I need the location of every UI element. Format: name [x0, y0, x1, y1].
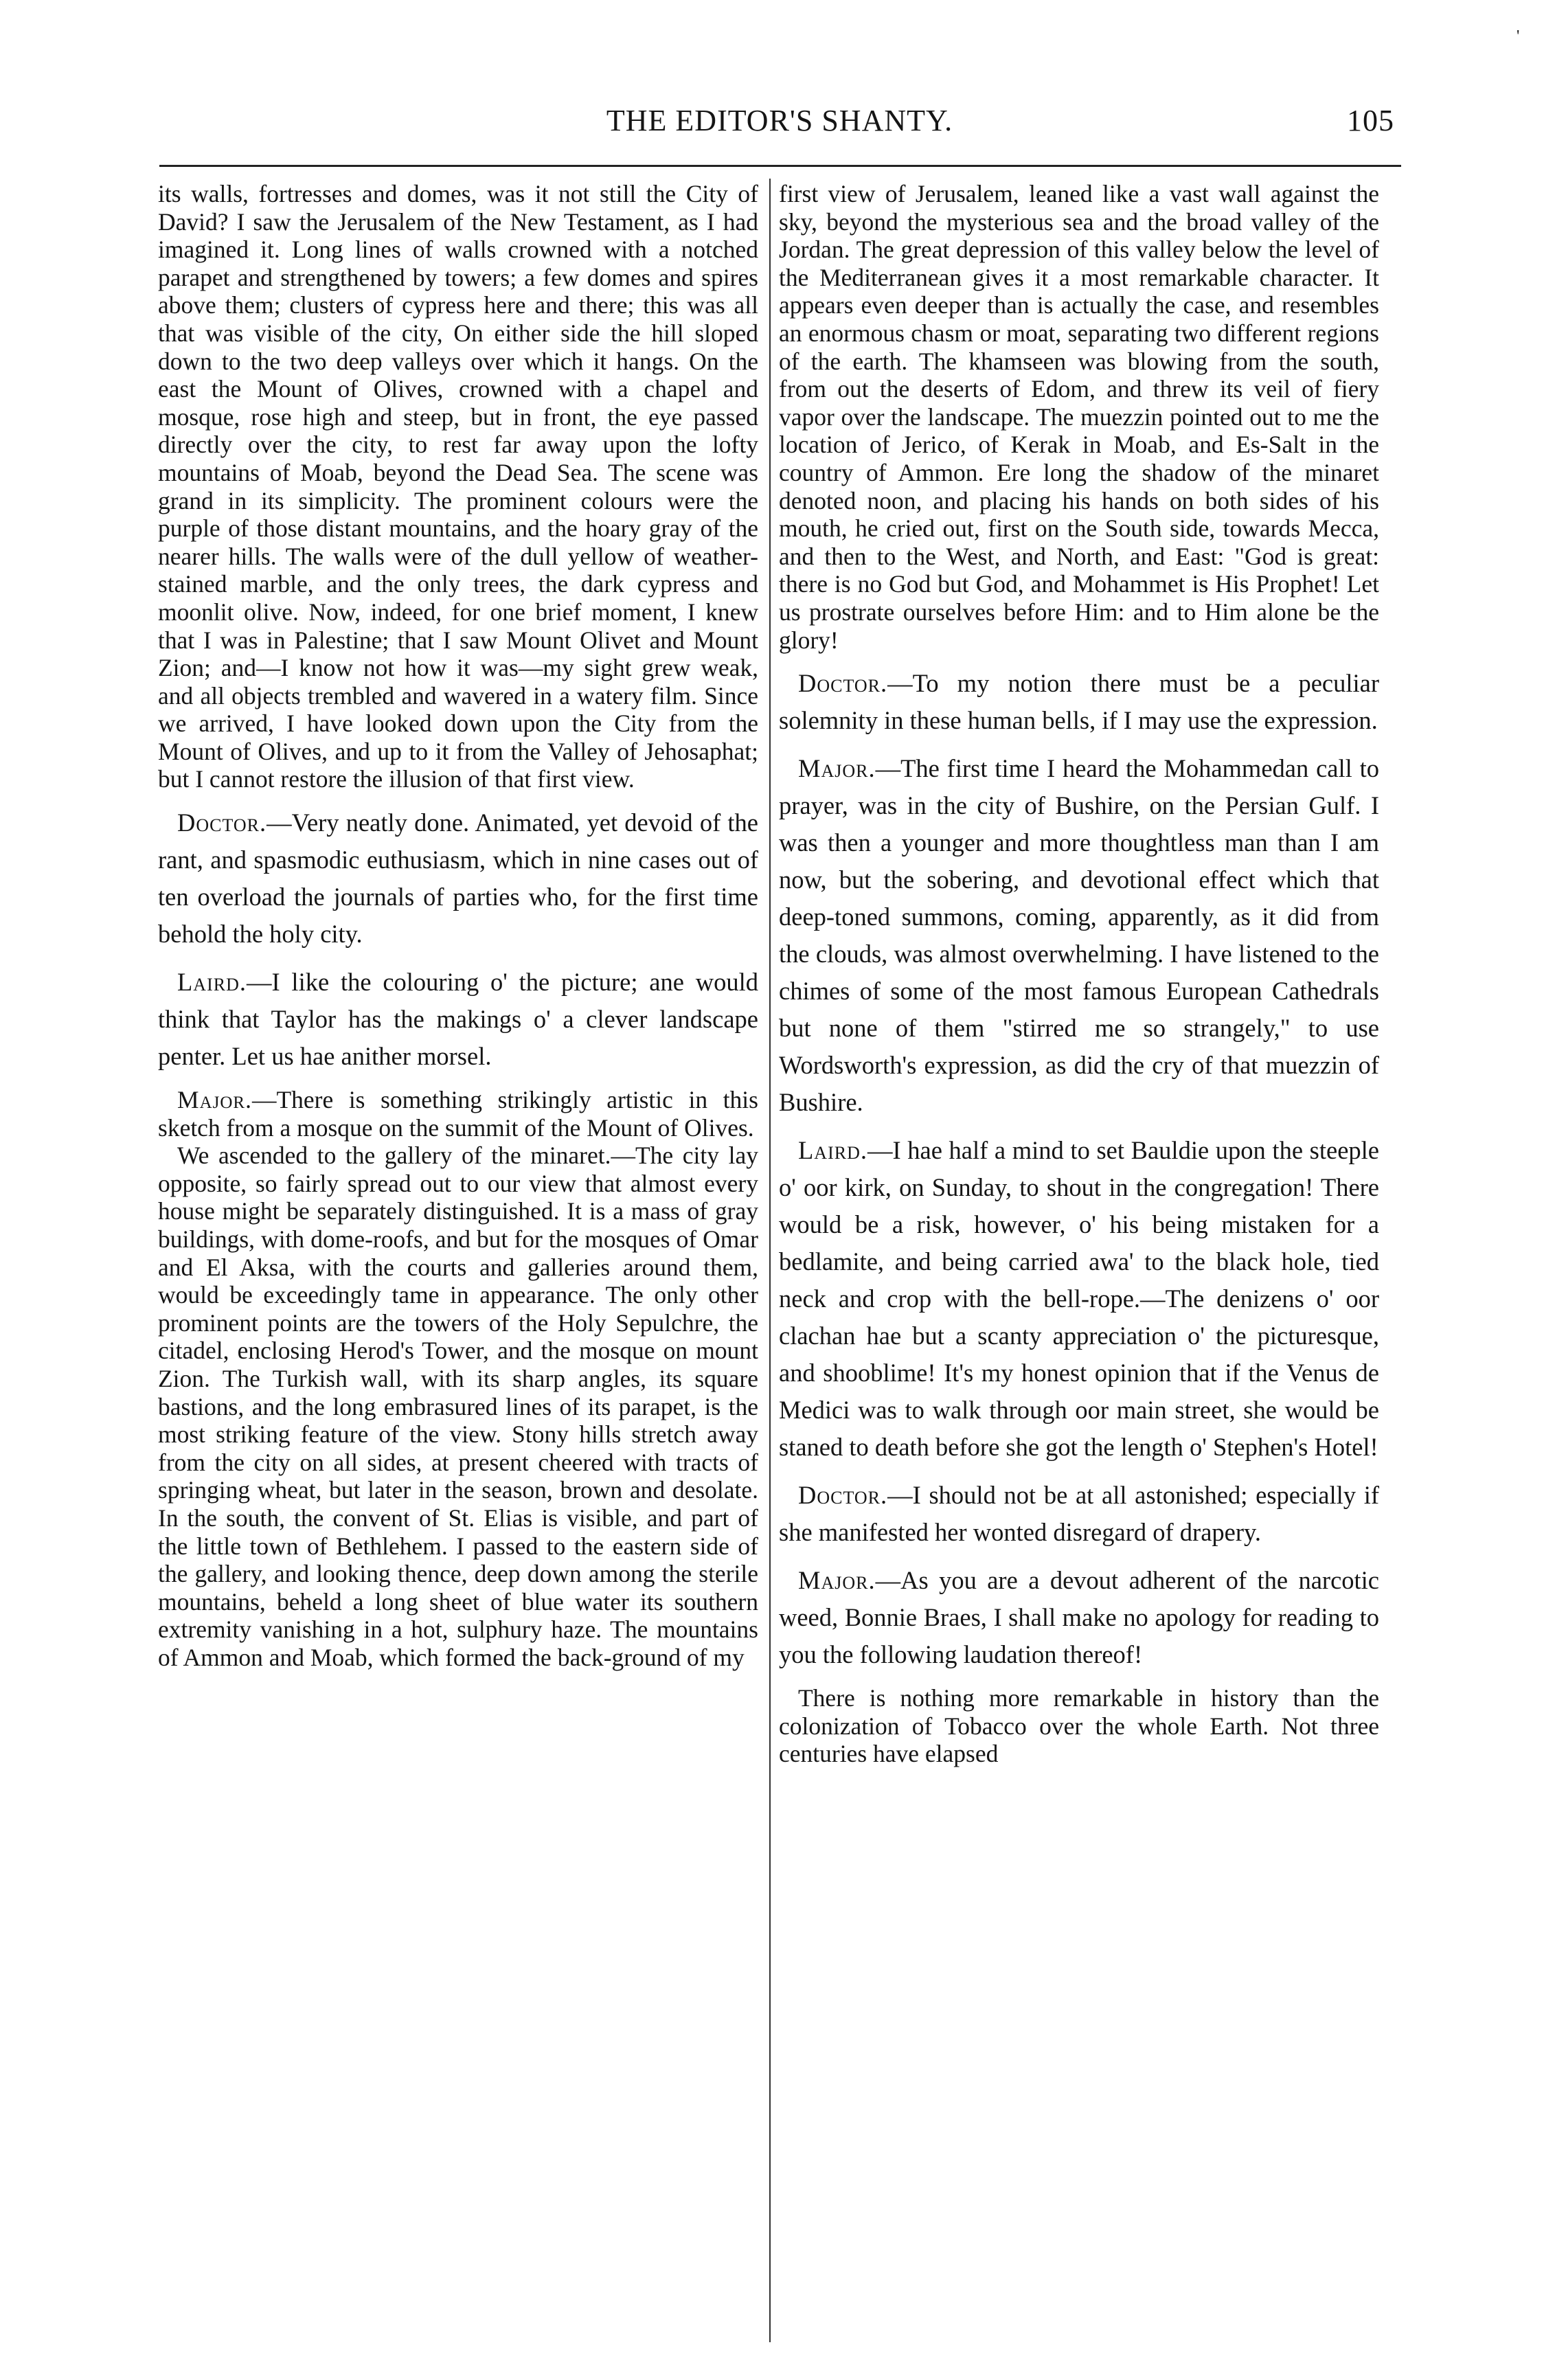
speaker-name: Major. — [177, 1086, 252, 1114]
speaker-name: Doctor. — [798, 1481, 888, 1510]
column-divider — [769, 179, 771, 2342]
margin-mark: ' — [1517, 27, 1520, 45]
dialogue-paragraph — [779, 1132, 1379, 1466]
paragraph: its walls, fortresses and domes, was it not still the City of David? I saw the Jerusalem of the New Testament, as I had imagined it. Long lines of walls crowned with a notched parapet and strengthened by towers; a few domes and spires above them; clusters of cypress here and there; this was all that was visible of the city, On either side the hill sloped down to the two deep valleys over which it hangs. On the east the Mount of Olives, crowned with a chapel and mosque, rose high and steep, but in front, the eye passed directly over the city, to rest far away upon the lofty mountains of Moab, beyond the Dead Sea. The scene was grand in its simplicity. The prominent colours were the purple of those distant mountains, and the hoary gray of the nearer hills. The walls were of the dull yellow of weather-stained marble, and the only trees, the dark cypress and moonlit olive. Now, indeed, for one brief moment, I knew that I was in Palestine; that I saw Mount Olivet and Mount Zion; and—I know not how it was—my sight grew weak, and all objects trembled and wavered in a watery film. Since we arrived, I have looked down upon the City from the Mount of Olives, and up to it from the Valley of Jehosaphat; but I cannot restore the illusion of that first view. — [158, 180, 758, 793]
speaker-name: Laird. — [177, 968, 247, 997]
page-number: 105 — [1347, 104, 1394, 137]
speaker-name: Major. — [798, 754, 876, 783]
dialogue-text: —I hae half a mind to set Bauldie upon the steeple o' oor kirk, on Sunday, to shout in the congregation! There would be a risk, however, o' his being mistaken for a bedlamite, and being carried awa' to the black hole, tied neck and crop with the bell-rope.—The denizens o' oor clachan hae but a scanty appreciation o' the picturesque, and shooblime! It's my honest opinion that if the Venus de Medici was to walk through oor main street, she would be staned to death before she got the length o' Stephen's Hotel! — [779, 1136, 1379, 1462]
dialogue-text: —I like the colouring o' the picture; ane would think that Taylor has the makings o' a clever landscape penter. Let us hae anither morsel. — [158, 968, 758, 1071]
quoted-paragraph: There is nothing more remarkable in history than the colonization of Tobacco over the whole Earth. Not three centuries have elapsed — [779, 1684, 1379, 1768]
dialogue-paragraph — [158, 804, 758, 953]
right-column — [779, 180, 1379, 1768]
dialogue-text: —As you are a devout adherent of the narcotic weed, Bonnie Braes, I shall make no apology for reading to you the following laudation thereof! — [779, 1566, 1379, 1669]
dialogue-paragraph — [158, 1086, 758, 1142]
dialogue-paragraph — [779, 1477, 1379, 1551]
dialogue-text: —There is something strikingly artistic in this sketch from a mosque on the summit of the Mount of Olives. — [158, 1086, 758, 1142]
running-title: THE EDITOR'S SHANTY. — [606, 104, 953, 137]
dialogue-paragraph — [158, 964, 758, 1075]
quoted-paragraph: We ascended to the gallery of the minaret.—The city lay opposite, so fairly spread out to our view that almost every house might be separately distinguished. It is a mass of gray buildings, with dome-roofs, and but for the mosques of Omar and El Aksa, with the courts and galleries around them, would be exceedingly tame in appearance. The only other prominent points are the towers of the Holy Sepulchre, the citadel, enclosing Herod's Tower, and the mosque on mount Zion. The Turkish wall, with its sharp angles, its square bastions, and the long embrasured lines of its parapet, is the most striking feature of the view. Stony hills stretch away from the city on all sides, at present cheered with tracts of springing wheat, but later in the season, brown and desolate. In the south, the convent of St. Elias is visible, and part of the little town of Bethlehem. I passed to the eastern side of the gallery, and looking thence, deep down among the sterile mountains, beheld a long sheet of blue water its southern extremity vanishing in a hot, sulphury haze. The mountains of Ammon and Moab, which formed the back-ground of my — [158, 1142, 758, 1671]
speaker-name: Doctor. — [177, 808, 267, 837]
speaker-name: Major. — [798, 1566, 876, 1595]
paragraph: first view of Jerusalem, leaned like a vast wall against the sky, beyond the mysterious sea and the broad valley of the Jordan. The great depression of this valley below the level of the Mediterranean gives it a most remarkable character. It appears even deeper than is actually the case, and resembles an enormous chasm or moat, separating two different regions of the earth. The khamseen was blowing from the south, from out the deserts of Edom, and threw its veil of fiery vapor over the landscape. The muezzin pointed out to me the location of Jerico, of Kerak in Moab, and Es-Salt in the country of Ammon. Ere long the shadow of the minaret denoted noon, and placing his hands on both sides of his mouth, he cried out, first on the South side, towards Mecca, and then to the West, and North, and East: "God is great: there is no God but God, and Mohammet is His Prophet! Let us prostrate ourselves before Him: and to Him alone be the glory! — [779, 180, 1379, 654]
running-header — [158, 103, 1401, 151]
dialogue-paragraph — [779, 1562, 1379, 1673]
dialogue-paragraph — [779, 665, 1379, 739]
dialogue-paragraph — [779, 750, 1379, 1121]
speaker-name: Doctor. — [798, 669, 888, 698]
speaker-name: Laird. — [798, 1136, 867, 1165]
dialogue-text: —The first time I heard the Mohammedan call to prayer, was in the city of Bushire, on the Persian Gulf. I was then a younger and more thoughtless man than I am now, but the sobering, and devotional effect which that deep-toned summons, coming, apparently, as it did from the clouds, was almost overwhelming. I have listened to the chimes of some of the most famous European Cathedrals but none of them "stirred me so strangely," to use Wordsworth's expression, as did the cry of that muezzin of Bushire. — [779, 754, 1379, 1117]
dialogue-text: —To my notion there must be a peculiar solemnity in these human bells, if I may use the expression. — [779, 669, 1379, 735]
header-rule — [159, 165, 1401, 167]
dialogue-text: —I should not be at all astonished; especially if she manifested her wonted disregard of drapery. — [779, 1481, 1379, 1547]
dialogue-text: —Very neatly done. Animated, yet devoid of the rant, and spasmodic euthusiasm, which in nine cases out of ten overload the journals of parties who, for the first time behold the holy city. — [158, 808, 758, 949]
left-column — [158, 180, 758, 1672]
